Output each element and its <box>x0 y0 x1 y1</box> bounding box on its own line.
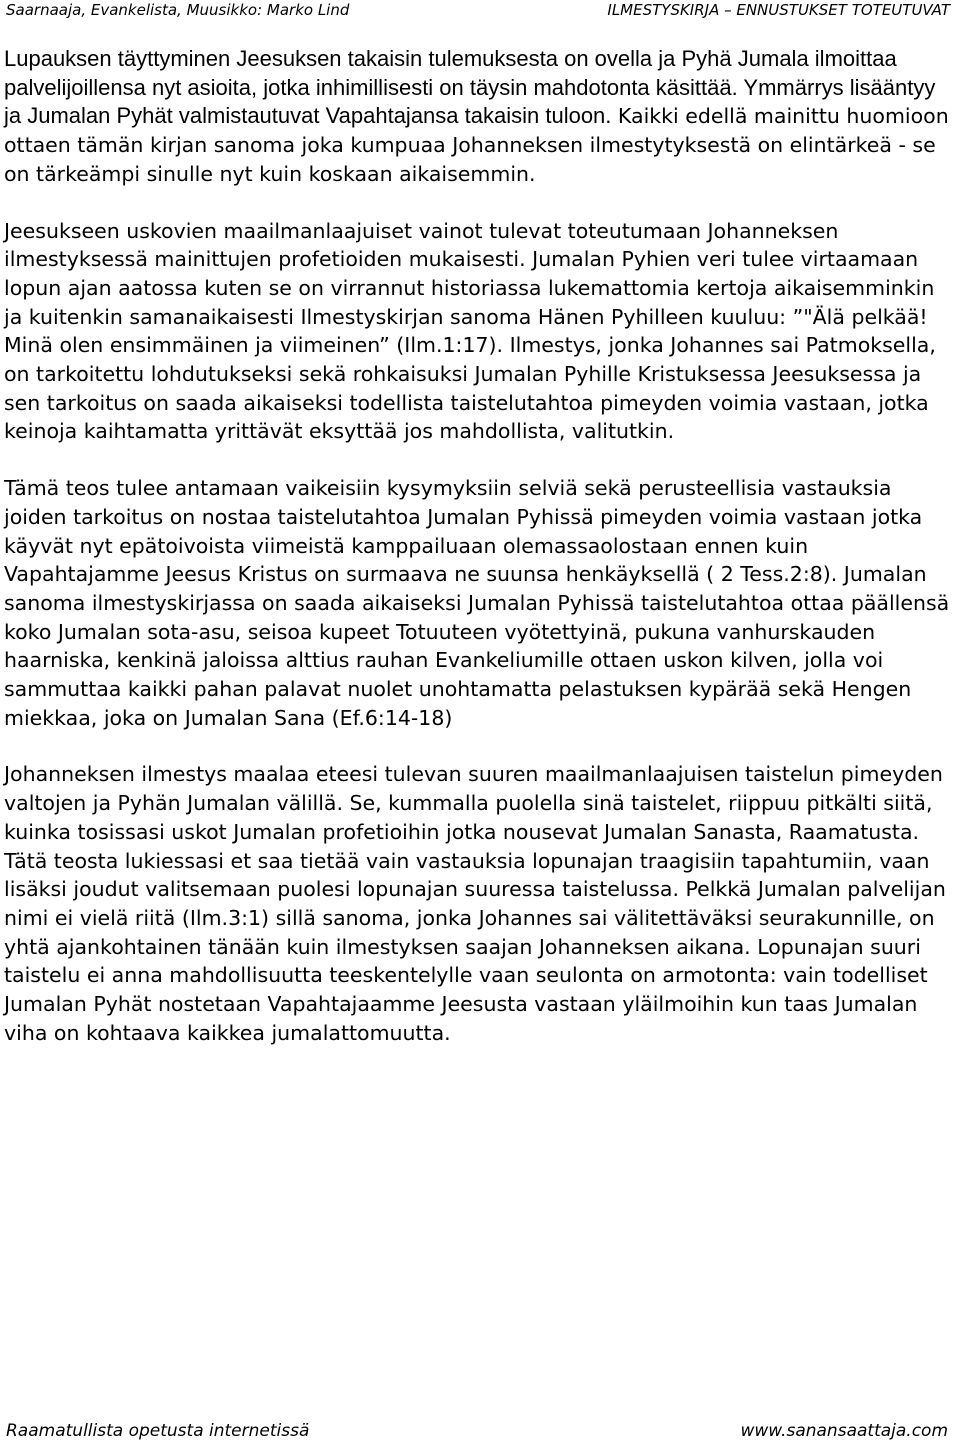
page-footer <box>0 1420 960 1444</box>
document-body <box>4 45 956 1076</box>
header-author: Saarnaaja, Evankelista, Muusikko: Marko Lind <box>6 1 350 19</box>
page-header <box>0 0 960 22</box>
paragraph-1-lead: Lupauksen täyttyminen Jeesuksen takaisin tulemuksesta on ovella ja Pyhä Jumala ilmoittaa palvelijoillensa nyt asioita, jotka inhimillisesti on täysin mahdotonta käsittää. Ymmärrys lisääntyy ja Jumalan Pyhät valmistautuvat Vapahtajansa takaisin tuloon. <box>4 46 936 129</box>
paragraph-1-rest: Kaikki edellä mainittu huomioon ottaen tämän kirjan sanoma joka kumpuaa Johanneksen ilmestytyksestä on elintärkeä - se on tärkeämpi sinulle nyt kuin koskaan aikaisemmin. <box>4 104 949 186</box>
footer-website: www.sanansaattaja.com <box>740 1421 948 1441</box>
paragraph-1 <box>4 45 956 189</box>
paragraph-3: Tämä teos tulee antamaan vaikeisiin kysymyksiin selviä sekä perusteellisia vastauksia joiden tarkoitus on nostaa taistelutahtoa Jumalan Pyhissä pimeyden voimia vastaan jotka käyvät nyt epätoivoista viimeistä kamppailuaan olemassaolostaan ennen kuin Vapahtajamme Jeesus Kristus on surmaava ne suunsa henkäyksellä ( 2 Tess.2:8). Jumalan sanoma ilmestyskirjassa on saada aikaiseksi Jumalan Pyhissä taistelutahtoa ottaa päällensä koko Jumalan sota-asu, seisoa kupeet Totuuteen vyötettyinä, pukuna vanhurskauden haarniska, kenkinä jaloissa alttius rauhan Evankeliumille ottaen uskon kilven, jolla voi sammuttaa kaikki pahan palavat nuolet unohtamatta pelastuksen kypärää sekä Hengen miekkaa, joka on Jumalan Sana (Ef.6:14-18) <box>4 476 950 730</box>
footer-tagline: Raamatullista opetusta internetissä <box>6 1421 310 1441</box>
paragraph-2: Jeesukseen uskovien maailmanlaajuiset vainot tulevat toteutumaan Johanneksen ilmestyksessä mainittujen profetioiden mukaisesti. Jumalan Pyhien veri tulee virtaamaan lopun ajan aatossa kuten se on virrannut historiassa lukemattomia kertoja aikaisemminkin ja kuitenkin samanaikaisesti Ilmestyskirjan sanoma Hänen Pyhilleen kuuluu: ”"Älä pelkää! Minä olen ensimmäinen ja viimeinen” (Ilm.1:17). Ilmestys, jonka Johannes sai Patmoksella, on tarkoitettu lohdutukseksi sekä rohkaisuksi Jumalan Pyhille Kristuksessa Jeesuksessa ja sen tarkoitus on saada aikaiseksi todellista taistelutahtoa pimeyden voimia vastaan, jotka keinoja kaihtamatta yrittävät eksyttää jos mahdollista, valitutkin. <box>4 218 936 444</box>
paragraph-4: Johanneksen ilmestys maalaa eteesi tulevan suuren maailmanlaajuisen taistelun pimeyden valtojen ja Pyhän Jumalan välillä. Se, kummalla puolella sinä taistelet, riippuu pitkälti siitä, kuinka tosissasi uskot Jumalan profetioihin jotka nousevat Jumalan Sanasta, Raamatusta. Tätä teosta lukiessasi et saa tietää vain vastauksia lopunajan traagisiin tapahtumiin, vaan lisäksi joudut valitsemaan puolesi lopunajan suuressa taistelussa. Pelkkä Jumalan palvelijan nimi ei vielä riitä (Ilm.3:1) sillä sanoma, jonka Johannes sai välitettäväksi seurakunnille, on yhtä ajankohtainen tänään kuin ilmestyksen saajan Johanneksen aikana. Lopunajan suuri taistelu ei anna mahdollisuutta teeskentelylle vaan seulonta on armotonta: vain todelliset Jumalan Pyhät nostetaan Vapahtajaamme Jeesusta vastaan yläilmoihin kun taas Jumalan viha on kohtaava kaikkea jumalattomuutta. <box>4 762 946 1045</box>
header-title: ILMESTYSKIRJA – ENNUSTUKSET TOTEUTUVAT <box>607 1 950 19</box>
